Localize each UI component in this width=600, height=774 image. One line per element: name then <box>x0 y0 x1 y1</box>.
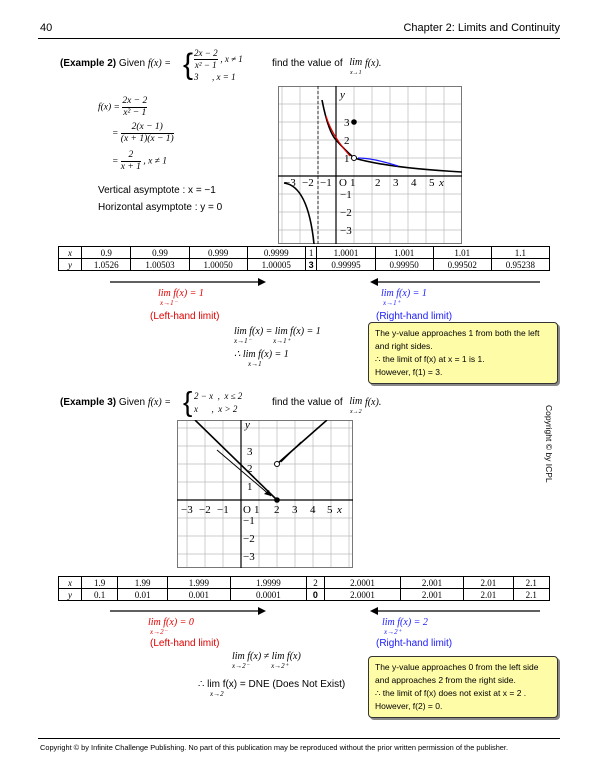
graph-example2 <box>278 86 462 244</box>
right-hand-label-ex3: (Right-hand limit) <box>376 638 453 649</box>
chapter-title: Chapter 2: Limits and Continuity <box>403 22 560 34</box>
svg-text:O: O <box>243 504 251 516</box>
table-row: x 0.9 0.99 0.999 0.9999 1 1.0001 1.001 1.01 1.1 <box>59 247 550 259</box>
svg-text:2: 2 <box>344 135 350 147</box>
svg-text:O: O <box>339 177 347 189</box>
svg-text:5: 5 <box>327 504 333 516</box>
graph1-y-axis-label: y <box>340 89 345 101</box>
svg-text:x: x <box>337 504 342 516</box>
svg-text:1: 1 <box>344 153 350 165</box>
svg-text:−1: −1 <box>217 504 229 516</box>
table-row: x 1.9 1.99 1.999 1.9999 2 2.0001 2.001 2.01 2.1 <box>59 577 550 589</box>
right-hand-label-ex2: (Right-hand limit) <box>376 311 453 322</box>
svg-text:−2: −2 <box>340 207 352 219</box>
example2-statement: (Example 2) Given f(x) = <box>60 58 171 69</box>
example2-label: (Example 2) <box>60 58 117 69</box>
svg-text:−2: −2 <box>302 177 314 189</box>
example3-cases: 2 − x , x ≤ 2 x , x > 2 <box>194 391 243 414</box>
example2-find: find the value of lim x→1 f(x). <box>272 57 382 76</box>
side-copyright: Copyright © by ICPL <box>544 405 554 483</box>
left-hand-limit-ex2: lim f(x) = 1 x→1⁻ <box>158 288 204 307</box>
svg-text:−3: −3 <box>340 225 352 237</box>
svg-text:4: 4 <box>411 177 417 189</box>
table-row: y 0.1 0.01 0.001 0.0001 0 2.0001 2.001 2.01 2.1 <box>59 589 550 601</box>
left-hand-label-ex2: (Left-hand limit) <box>150 311 220 322</box>
svg-text:1: 1 <box>247 481 253 493</box>
graph-example3 <box>177 420 353 568</box>
left-hand-limit-ex3: lim f(x) = 0 x→2⁻ <box>148 617 194 636</box>
note-box-ex2: The y-value approaches 1 from both the left and right sides. ∴ the limit of f(x) at x = 1 is 1. However, f(1) = 3. <box>368 322 558 384</box>
svg-text:3: 3 <box>344 117 350 129</box>
example3-label: (Example 3) <box>60 397 117 408</box>
note-box-ex3: The y-value approaches 0 from the left side and approaches 2 from the right side. ∴ the limit of f(x) does not exist at x = 2 . However, f(2) = 0. <box>368 656 558 718</box>
page-number: 40 <box>40 22 53 34</box>
example2-work: f(x) = $\frac{2x - 2}{\text{x² − 1}}$ = $\frac{2(x - 1)}{(x + 1)(x - 1)}$ = $\frac{2}{x + 1}$ , x ≠ 1 <box>98 96 174 172</box>
svg-text:2: 2 <box>274 504 280 516</box>
right-hand-limit-ex3: lim f(x) = 2 x→2⁺ <box>382 617 428 636</box>
direction-arrows-example3 <box>110 604 550 618</box>
svg-text:−1: −1 <box>340 189 352 201</box>
svg-text:−3: −3 <box>284 177 296 189</box>
svg-text:−1: −1 <box>320 177 332 189</box>
vertical-asymptote: Vertical asymptote : x = −1 <box>98 185 216 196</box>
svg-text:5: 5 <box>429 177 435 189</box>
table-row: y 1.0526 1.00503 1.00050 1.00005 3 0.99995 0.99950 0.99502 0.95238 <box>59 259 550 271</box>
footer-copyright: Copyright © by Infinite Challenge Publishing. No part of this publication may be reproduced without the prior written permission of the publisher. <box>40 743 509 752</box>
svg-text:x: x <box>439 177 444 189</box>
horizontal-asymptote: Horizontal asymptote : y = 0 <box>98 202 223 213</box>
example3-find: find the value of lim x→2 f(x). <box>272 396 382 415</box>
example3-statement: (Example 3) Given f(x) = <box>60 397 171 408</box>
svg-text:1: 1 <box>254 504 260 516</box>
right-hand-limit-ex2: lim f(x) = 1 x→1⁺ <box>381 288 427 307</box>
svg-text:4: 4 <box>310 504 316 516</box>
svg-text:−3: −3 <box>243 551 255 563</box>
value-table-example3 <box>58 576 550 601</box>
svg-text:2: 2 <box>375 177 381 189</box>
svg-text:−2: −2 <box>199 504 211 516</box>
svg-text:−3: −3 <box>181 504 193 516</box>
example2-cases: $\frac{2x - 2}{\text{x² − 1}}$ , x ≠ 1 3 , x = 1 <box>194 48 243 82</box>
svg-text:3: 3 <box>247 446 253 458</box>
footer-rule <box>38 738 560 739</box>
conclusion-ex3-b: ∴ lim f(x) = DNE (Does Not Exist) x→2 <box>198 679 346 698</box>
brace-ex3: { <box>183 386 193 417</box>
header-rule <box>38 38 560 39</box>
svg-text:−1: −1 <box>243 515 255 527</box>
conclusion-ex2: lim f(x) = lim f(x) = 1 x→1⁻ x→1⁺ ∴ lim f(x) = 1 x→1 <box>234 326 321 368</box>
svg-text:2: 2 <box>247 463 253 475</box>
value-table-example2 <box>58 246 550 271</box>
left-hand-label-ex3: (Left-hand limit) <box>150 638 220 649</box>
brace: { <box>183 48 194 81</box>
conclusion-ex3-a: lim f(x) ≠ lim f(x) x→2⁻ x→2⁺ <box>232 651 301 670</box>
svg-text:3: 3 <box>393 177 399 189</box>
svg-text:3: 3 <box>292 504 298 516</box>
graph2-y-axis-label: y <box>245 420 250 431</box>
svg-text:1: 1 <box>350 177 356 189</box>
svg-text:−2: −2 <box>243 533 255 545</box>
direction-arrows-example2 <box>110 275 550 289</box>
